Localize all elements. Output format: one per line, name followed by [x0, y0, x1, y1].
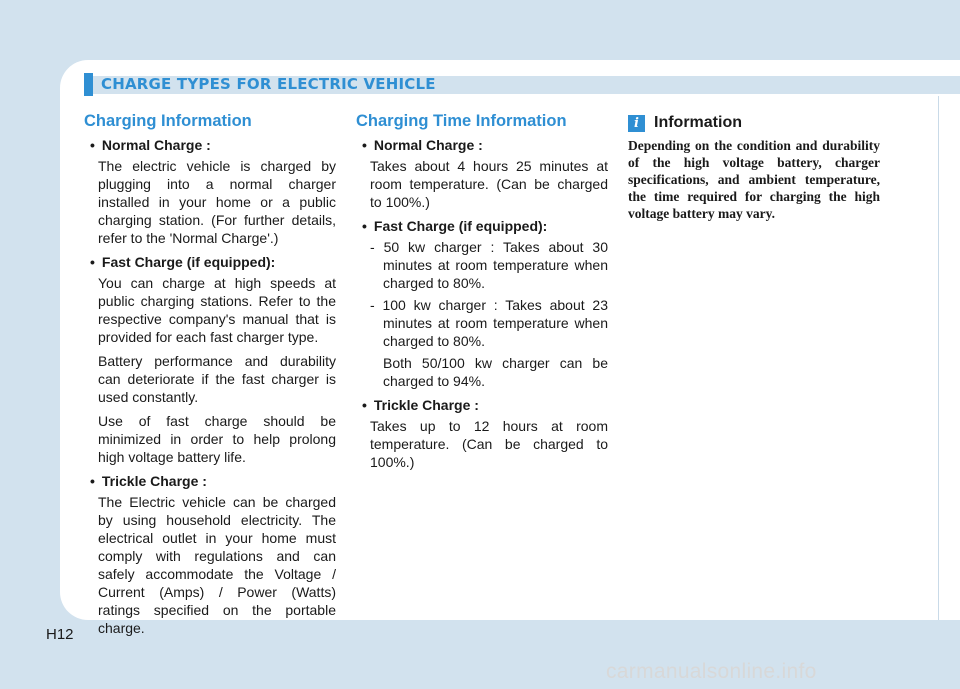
bullet-dot: • [90, 137, 95, 153]
bullet-dot: • [362, 218, 367, 234]
section-header-title: CHARGE TYPES FOR ELECTRIC VEHICLE [101, 75, 436, 93]
charging-time-column [356, 108, 608, 477]
right-divider [938, 96, 939, 620]
fast-50kw-text: - 50 kw charger : Takes about 30 minutes at room temperature when charged to 80%. [370, 239, 608, 291]
fast-charge-text-3: Use of fast charge should be minimized in order to help prolong high voltage battery life. [98, 413, 336, 465]
time-trickle-charge-label: Trickle Charge : [373, 397, 479, 413]
charging-information-column [84, 108, 336, 643]
trickle-charge-bullet [90, 472, 336, 490]
fast-100kw-text: - 100 kw charger : Takes about 23 minutes at room temperature when charged to 80%. [370, 297, 608, 349]
fast-charge-bullet [90, 253, 336, 271]
time-trickle-charge-bullet [362, 396, 608, 414]
watermark: carmanualsonline.info [606, 660, 817, 683]
info-icon: i [628, 115, 645, 132]
time-fast-charge-label: Fast Charge (if equipped): [373, 218, 548, 234]
fast-charge-label: Fast Charge (if equipped): [101, 254, 276, 270]
information-header [628, 114, 880, 132]
charging-information-title: Charging Information [84, 112, 252, 130]
bullet-dot: • [90, 473, 95, 489]
fast-charge-text-1: You can charge at high speeds at public charging stations. Refer to the respective company's manual that is provided for each fast charger type. [98, 275, 336, 345]
information-title: Information [654, 114, 742, 131]
information-text: Depending on the condition and durability of the high voltage battery, charger specifications, and ambient temperature, the time required for charging the high voltage battery may vary. [628, 138, 880, 221]
trickle-charge-label: Trickle Charge : [101, 473, 207, 489]
time-normal-charge-label: Normal Charge : [373, 137, 483, 153]
normal-charge-text: The electric vehicle is charged by plugging into a normal charger installed in your home or a public charging station. (For further details, refer to the 'Normal Charge'.) [98, 158, 336, 246]
bullet-dot: • [90, 254, 95, 270]
time-fast-charge-bullet [362, 217, 608, 235]
information-column [628, 108, 880, 222]
header-accent-bar [84, 73, 93, 96]
time-normal-charge-bullet [362, 136, 608, 154]
bullet-dot: • [362, 137, 367, 153]
trickle-charge-text: The Electric vehicle can be charged by using household electricity. The electrical outlet in your home must comply with regulations and can safely accommodate the Voltage / Current (Amps) / Power (Watts) ratings specified on the portable charge. [98, 494, 336, 636]
normal-charge-bullet [90, 136, 336, 154]
bullet-dot: • [362, 397, 367, 413]
time-normal-charge-text: Takes about 4 hours 25 minutes at room temperature. (Can be charged to 100%.) [370, 158, 608, 210]
time-trickle-charge-text: Takes up to 12 hours at room temperature. (Can be charged to 100%.) [370, 418, 608, 470]
fast-both-text: Both 50/100 kw charger can be charged to 94%. [383, 355, 608, 389]
page-number: H12 [46, 626, 74, 643]
charging-time-title: Charging Time Information [356, 112, 567, 130]
normal-charge-label: Normal Charge : [101, 137, 211, 153]
fast-charge-text-2: Battery performance and durability can deteriorate if the fast charger is used constantly. [98, 353, 336, 405]
